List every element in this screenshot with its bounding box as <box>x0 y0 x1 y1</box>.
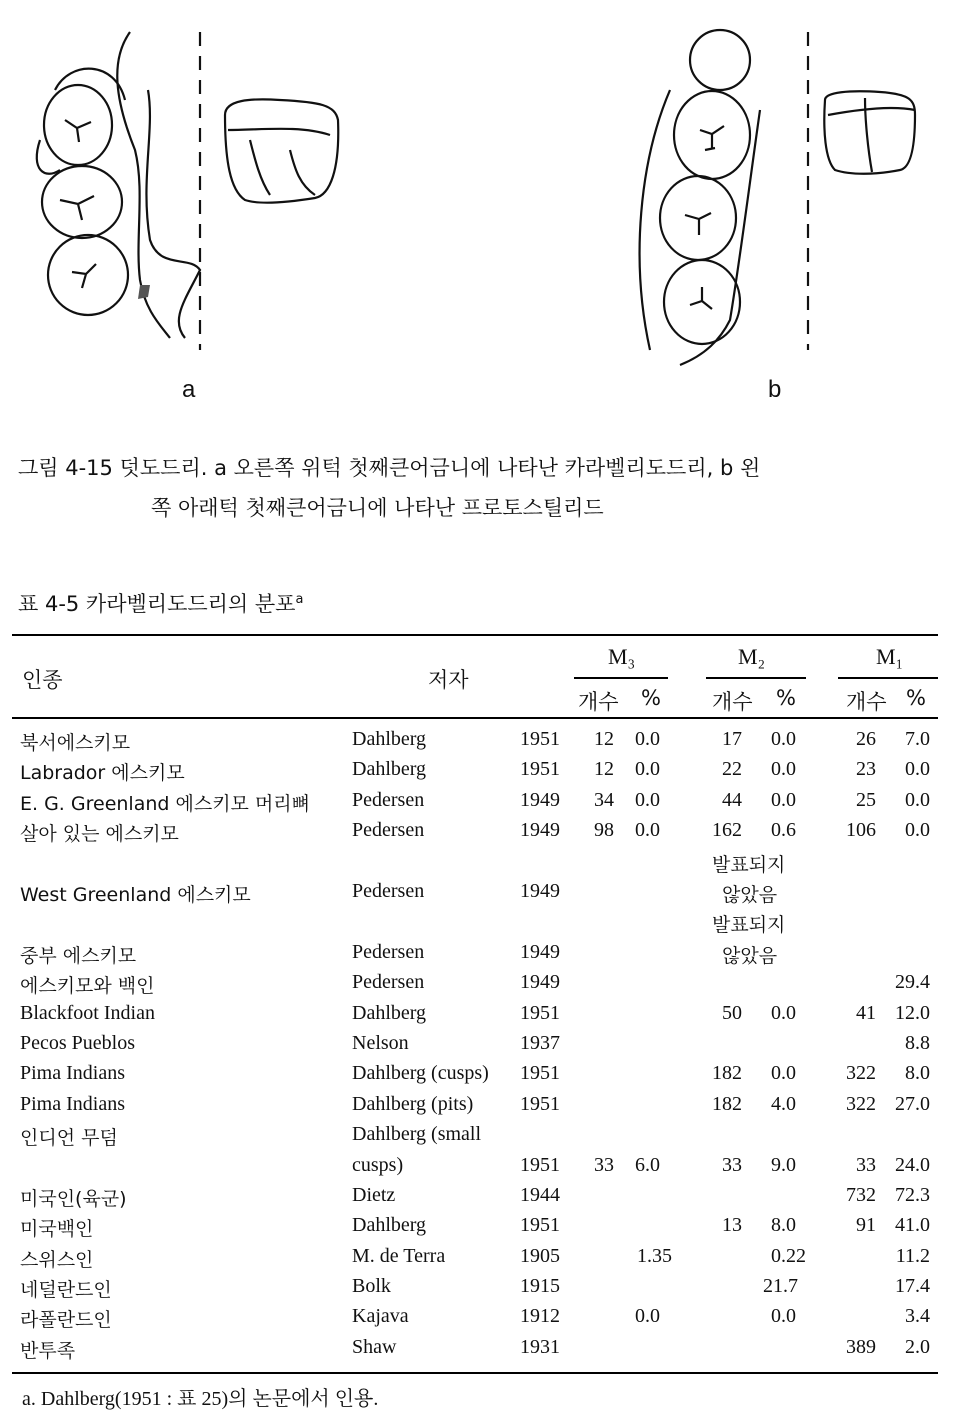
author-cell: Bolk <box>352 1275 391 1298</box>
m2-not-published-note-line2: 않았음 <box>722 944 778 967</box>
table-row <box>0 910 958 971</box>
race-cell: Pima Indians <box>20 1092 125 1115</box>
m2-count-cell: 50 <box>722 1001 742 1024</box>
year-cell: 1905 <box>520 1244 560 1267</box>
year-cell: 1951 <box>520 1153 560 1176</box>
table-row <box>0 1184 958 1214</box>
m1-count-cell: 26 <box>856 728 876 750</box>
year-cell: 1951 <box>520 1062 560 1085</box>
race-cell: 살아 있는 에스키모 <box>20 823 179 846</box>
author-cell: Nelson <box>352 1031 409 1054</box>
m1-pct-cell: 0.0 <box>905 758 930 781</box>
subheader-m2-pct: % <box>776 686 796 710</box>
race-cell: 미국백인 <box>20 1218 94 1241</box>
m1-pct-cell: 41.0 <box>895 1214 930 1237</box>
table-title <box>18 588 303 618</box>
header-author: 저자 <box>428 668 469 692</box>
year-cell: 1951 <box>520 1001 560 1024</box>
m2-not-published-note-line1: 발표되지 <box>712 853 786 876</box>
race-cell: Pima Indians <box>20 1062 125 1085</box>
m1-pct-cell: 8.0 <box>905 1062 930 1085</box>
m1-pct-cell: 0.0 <box>905 819 930 842</box>
table-row <box>0 1275 958 1305</box>
year-cell: 1915 <box>520 1275 560 1298</box>
m2-pct-cell: 8.0 <box>771 1214 796 1237</box>
m2-pct-cell: 9.0 <box>771 1153 796 1176</box>
m1-count-cell: 41 <box>856 1001 876 1024</box>
year-cell: 1949 <box>520 788 560 811</box>
m1-pct-cell: 11.2 <box>895 1244 930 1267</box>
year-cell: 1949 <box>520 819 560 842</box>
m2-pct-cell: 0.22 <box>771 1244 806 1267</box>
m3-pct-cell: 0.0 <box>635 728 660 750</box>
author-cell: Pedersen <box>352 788 425 811</box>
m1-count-cell: 389 <box>846 1335 876 1358</box>
author-cell: Shaw <box>352 1335 397 1358</box>
header-race: 인종 <box>22 668 63 692</box>
year-cell: 1951 <box>520 728 560 750</box>
table-row <box>0 758 958 788</box>
table-row <box>0 971 958 1001</box>
subheader-m3-count: 개수 <box>578 690 619 714</box>
race-cell: 북서에스키모 <box>20 732 131 754</box>
table-row <box>0 1245 958 1275</box>
figure-a-label: a <box>182 376 196 403</box>
header-m3: M₃ <box>608 644 636 669</box>
m3-count-cell: 34 <box>594 788 614 811</box>
m2-pct-cell: 21.7 <box>763 1275 798 1298</box>
table-subheader-rule-m1 <box>838 677 938 679</box>
header-m1: M₁ <box>876 644 904 669</box>
m1-pct-cell: 17.4 <box>895 1275 930 1298</box>
header-m2: M₂ <box>738 644 766 669</box>
author-cell-line2: cusps) <box>352 1153 404 1176</box>
table-row <box>0 1214 958 1244</box>
author-cell: Dahlberg <box>352 1214 427 1237</box>
table-title-footnote-marker: a <box>295 592 304 607</box>
m3-pct-cell: 0.0 <box>635 1305 660 1328</box>
race-cell: 에스키모와 백인 <box>20 975 155 998</box>
m1-pct-cell: 27.0 <box>895 1092 930 1115</box>
table-body <box>0 728 958 1366</box>
year-cell: 1912 <box>520 1305 560 1328</box>
table-row <box>0 1093 958 1123</box>
race-cell: E. G. Greenland 에스키모 머리뼈 <box>20 792 311 815</box>
m1-count-cell: 732 <box>846 1183 876 1206</box>
race-cell: Labrador 에스키모 <box>20 762 185 785</box>
author-cell: Pedersen <box>352 819 425 842</box>
m3-pct-cell: 6.0 <box>635 1153 660 1176</box>
m2-pct-cell: 0.0 <box>771 1062 796 1085</box>
subheader-m1-pct: % <box>906 686 926 710</box>
caption-line-2: 쪽 아래턱 첫째큰어금니에 나타난 프로토스틸리드 <box>151 496 604 520</box>
figure-b-drawing <box>610 20 930 370</box>
m1-pct-cell: 29.4 <box>895 971 930 994</box>
table-row <box>0 819 958 849</box>
year-cell: 1951 <box>520 1214 560 1237</box>
table-bottom-rule <box>12 1372 938 1374</box>
m3-pct-cell: 0.0 <box>635 788 660 811</box>
m1-pct-cell: 2.0 <box>905 1335 930 1358</box>
m3-count-cell: 12 <box>594 728 614 750</box>
author-cell: Dahlberg (pits) <box>352 1092 474 1115</box>
author-cell: Dahlberg <box>352 728 427 750</box>
table-header-bottom-rule <box>12 717 938 719</box>
m2-count-cell: 33 <box>722 1153 742 1176</box>
m2-pct-cell: 0.0 <box>771 758 796 781</box>
m1-count-cell: 25 <box>856 788 876 811</box>
race-cell: 반투족 <box>20 1339 76 1362</box>
m1-pct-cell: 3.4 <box>905 1305 930 1328</box>
m1-pct-cell: 12.0 <box>895 1001 930 1024</box>
m2-count-cell: 162 <box>712 819 742 842</box>
figure-a-drawing <box>20 20 340 350</box>
m1-count-cell: 23 <box>856 758 876 781</box>
race-cell: 네덜란드인 <box>20 1279 112 1302</box>
subheader-m1-count: 개수 <box>846 690 887 714</box>
m3-count-cell: 98 <box>594 819 614 842</box>
year-cell: 1949 <box>520 971 560 994</box>
author-cell: M. de Terra <box>352 1244 446 1267</box>
m2-pct-cell: 0.0 <box>771 1001 796 1024</box>
m3-count-cell: 12 <box>594 758 614 781</box>
m2-count-cell: 182 <box>712 1092 742 1115</box>
m3-pct-cell: 0.0 <box>635 758 660 781</box>
race-cell: Pecos Pueblos <box>20 1031 135 1054</box>
table-subheader-rule-m3 <box>574 677 668 679</box>
m1-count-cell: 91 <box>856 1214 876 1237</box>
caption-line-1: 그림 4-15 덧도드리. a 오른쪽 위턱 첫째큰어금니에 나타난 카라벨리도드리, b 왼 <box>18 456 761 480</box>
author-cell: Dahlberg <box>352 1001 427 1024</box>
subheader-m2-count: 개수 <box>712 690 753 714</box>
author-cell-line1: Dahlberg (small <box>352 1123 482 1146</box>
m3-pct-cell: 1.35 <box>637 1244 672 1267</box>
year-cell: 1951 <box>520 1092 560 1115</box>
m2-not-published-note-line2: 않았음 <box>722 883 778 906</box>
table-footnote: a. Dahlberg(1951 : 표 25)의 논문에서 인용. <box>22 1388 379 1410</box>
m2-pct-cell: 0.0 <box>771 1305 796 1328</box>
table-row <box>0 1002 958 1032</box>
table-row <box>0 1032 958 1062</box>
m1-pct-cell: 7.0 <box>905 728 930 750</box>
table-row <box>0 850 958 911</box>
m1-count-cell: 322 <box>846 1092 876 1115</box>
race-cell: 스위스인 <box>20 1248 94 1271</box>
m2-count-cell: 44 <box>722 788 742 811</box>
table-row <box>0 1305 958 1335</box>
m2-not-published-note-line1: 발표되지 <box>712 914 786 937</box>
m1-count-cell: 106 <box>846 819 876 842</box>
year-cell: 1931 <box>520 1335 560 1358</box>
subheader-m3-pct: % <box>641 686 661 710</box>
m1-pct-cell: 0.0 <box>905 788 930 811</box>
m2-pct-cell: 0.0 <box>771 788 796 811</box>
figure-caption <box>18 448 948 528</box>
table-top-rule <box>12 634 938 636</box>
author-cell: Dietz <box>352 1183 396 1206</box>
race-cell: 미국인(육군) <box>20 1187 127 1210</box>
year-cell: 1937 <box>520 1031 560 1054</box>
m2-pct-cell: 4.0 <box>771 1092 796 1115</box>
m2-pct-cell: 0.6 <box>771 819 796 842</box>
author-cell: Dahlberg <box>352 758 427 781</box>
author-cell: Pedersen <box>352 940 425 963</box>
m3-count-cell: 33 <box>594 1153 614 1176</box>
m2-count-cell: 13 <box>722 1214 742 1237</box>
m1-count-cell: 33 <box>856 1153 876 1176</box>
m1-pct-cell: 72.3 <box>895 1183 930 1206</box>
m2-count-cell: 17 <box>722 728 742 750</box>
table-subheader-rule-m2 <box>706 677 806 679</box>
author-cell: Dahlberg (cusps) <box>352 1062 489 1085</box>
m1-pct-cell: 24.0 <box>895 1153 930 1176</box>
table-row <box>0 728 958 758</box>
year-cell: 1944 <box>520 1183 560 1206</box>
author-cell: Pedersen <box>352 879 425 902</box>
race-cell: 라폴란드인 <box>20 1309 112 1332</box>
table-row <box>0 1062 958 1092</box>
race-cell: Blackfoot Indian <box>20 1001 155 1024</box>
race-cell: West Greenland 에스키모 <box>20 883 251 906</box>
m2-count-cell: 22 <box>722 758 742 781</box>
m1-pct-cell: 8.8 <box>905 1031 930 1054</box>
author-cell: Pedersen <box>352 971 425 994</box>
race-cell: 중부 에스키모 <box>20 944 137 967</box>
table-row <box>0 1123 958 1184</box>
m2-pct-cell: 0.0 <box>771 728 796 750</box>
m1-count-cell: 322 <box>846 1062 876 1085</box>
figure-b-label: b <box>768 376 782 403</box>
table-row <box>0 1336 958 1366</box>
race-cell: 인디언 무덤 <box>20 1127 118 1150</box>
year-cell: 1951 <box>520 758 560 781</box>
year-cell: 1949 <box>520 879 560 902</box>
year-cell: 1949 <box>520 940 560 963</box>
m2-count-cell: 182 <box>712 1062 742 1085</box>
m3-pct-cell: 0.0 <box>635 819 660 842</box>
table-row <box>0 789 958 819</box>
table-title-text: 표 4-5 카라벨리도드리의 분포 <box>18 592 296 616</box>
author-cell: Kajava <box>352 1305 409 1328</box>
